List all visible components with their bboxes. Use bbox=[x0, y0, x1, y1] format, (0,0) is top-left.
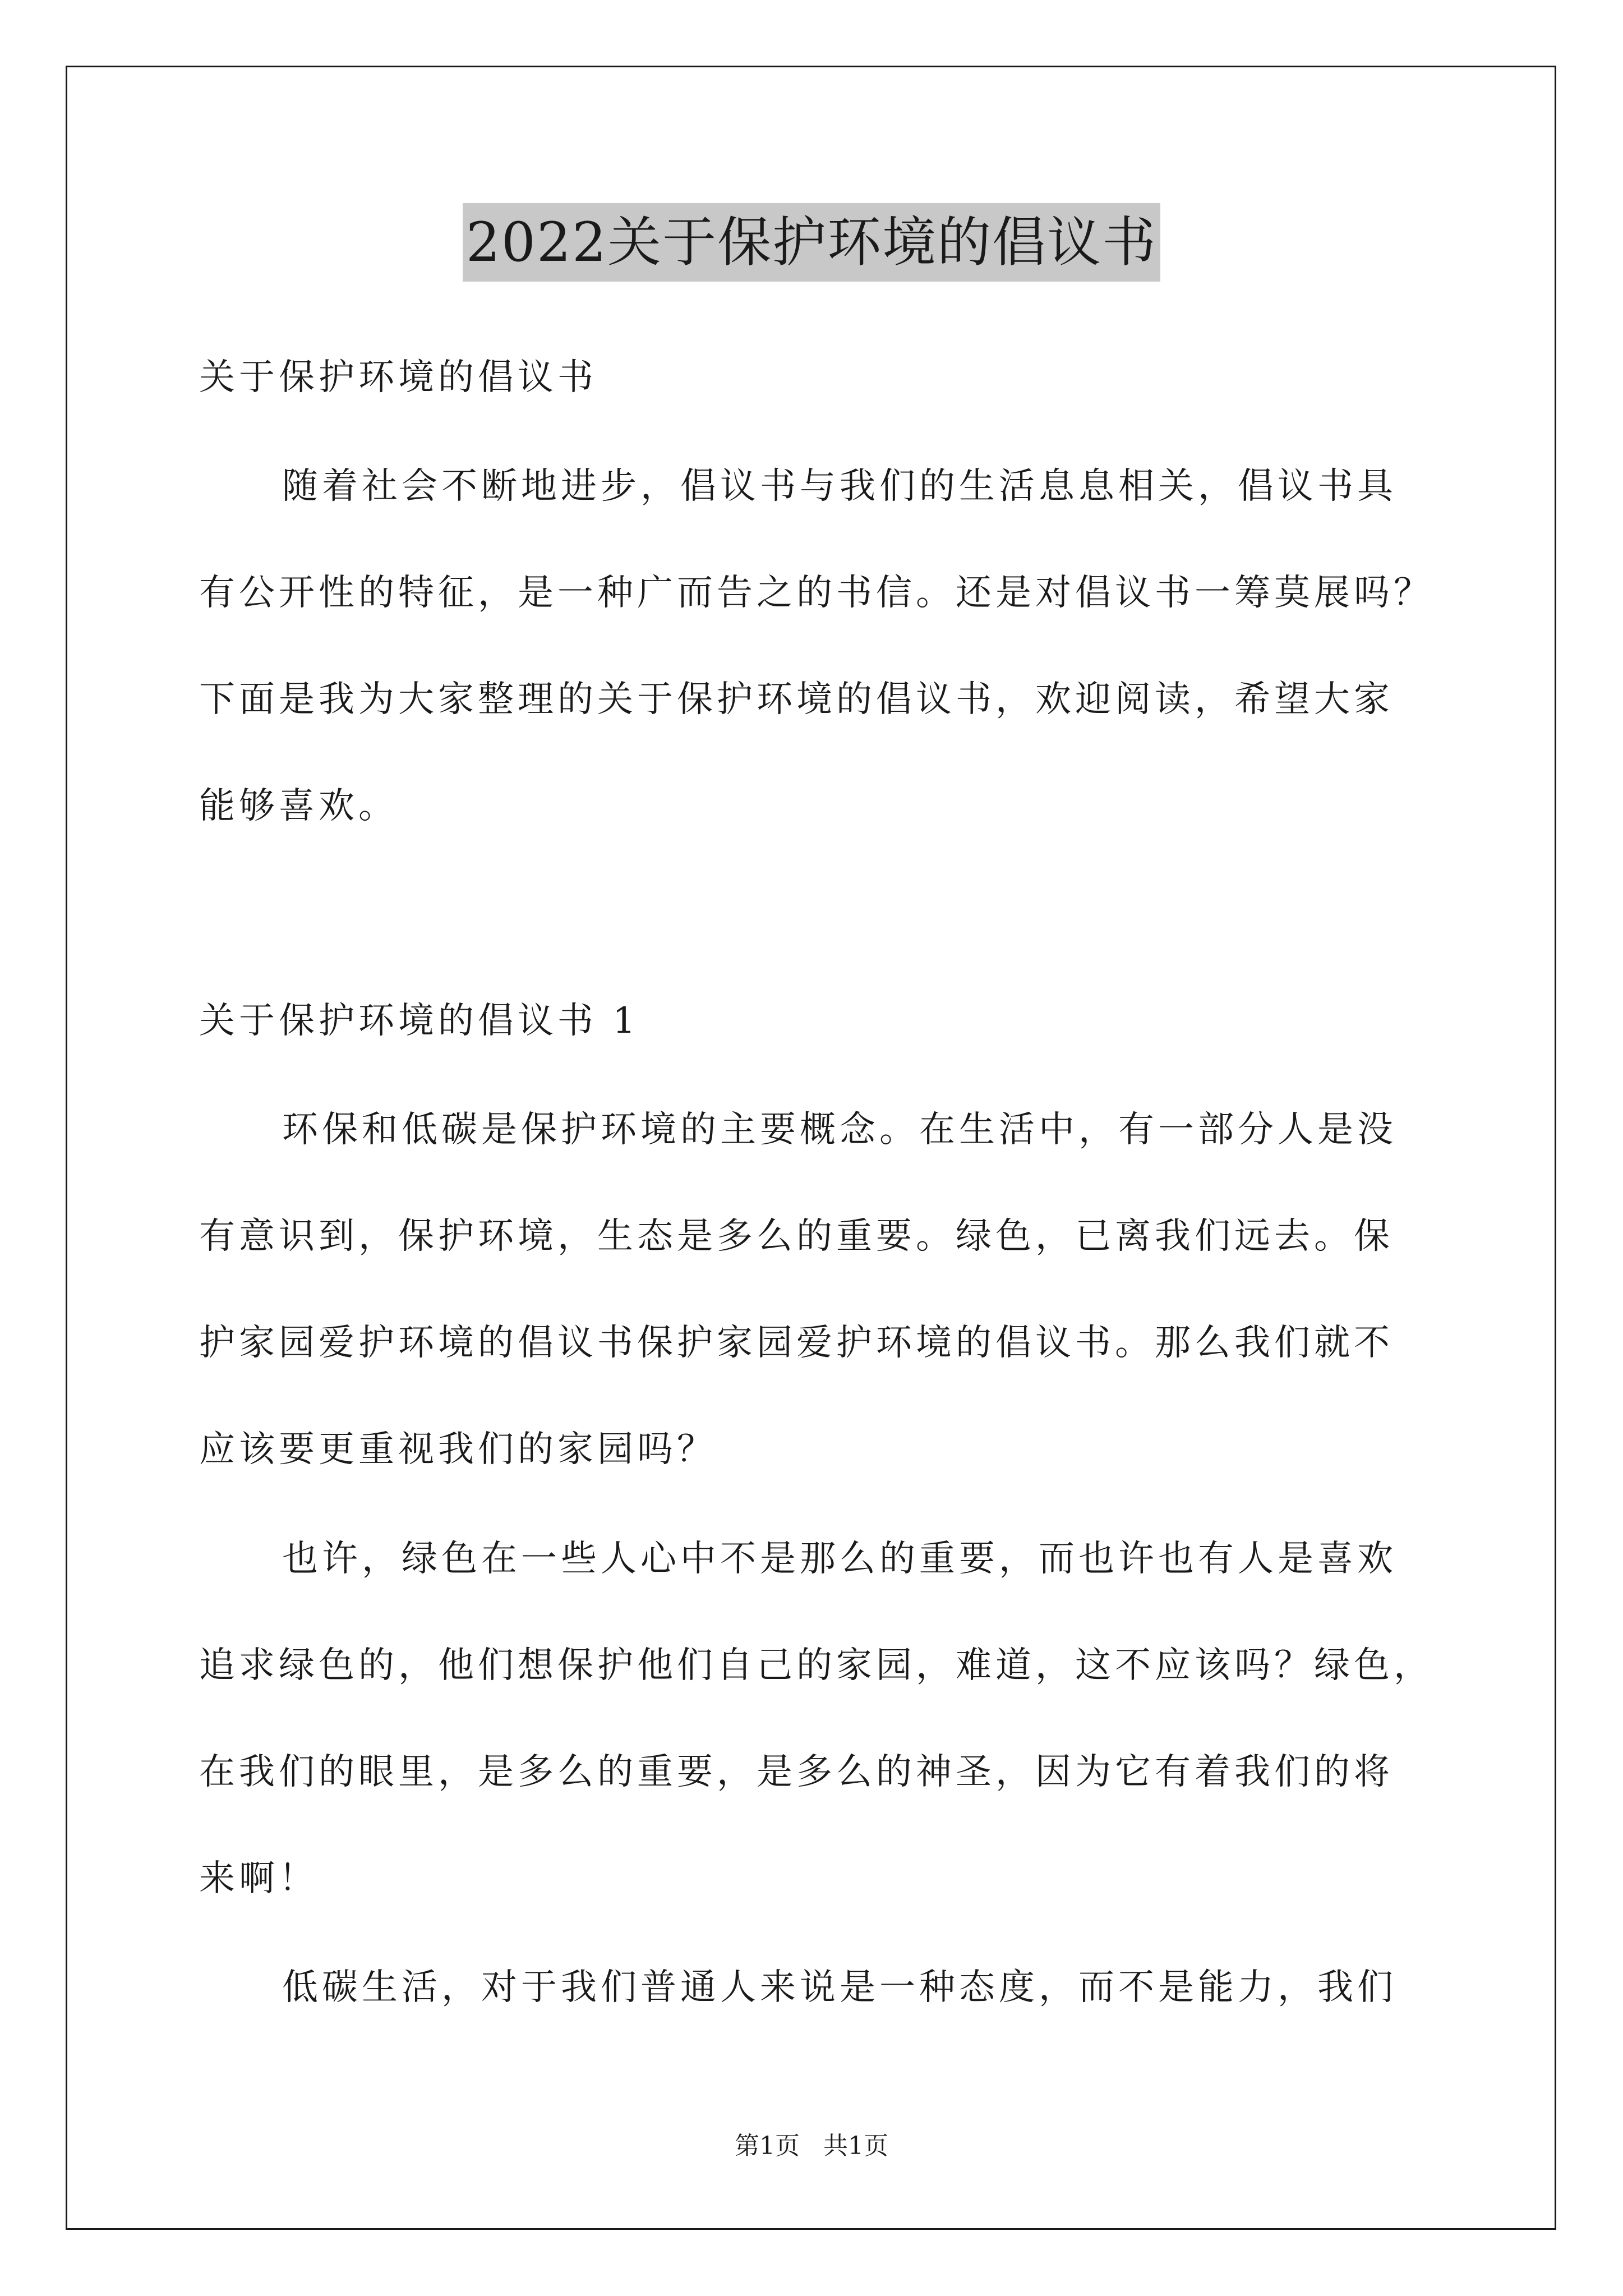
intro-line-3: 下面是我为大家整理的关于保护环境的倡议书，欢迎阅读，希望大家 bbox=[199, 679, 1394, 720]
para3-line-1: 低碳生活，对于我们普通人来说是一种态度，而不是能力，我们 bbox=[282, 1967, 1397, 2008]
para2-line-3: 在我们的眼里，是多么的重要，是多么的神圣，因为它有着我们的将 bbox=[199, 1751, 1394, 1793]
section-heading: 关于保护环境的倡议书 1 bbox=[199, 1000, 640, 1042]
subtitle: 关于保护环境的倡议书 bbox=[199, 357, 597, 398]
para2-line-1: 也许，绿色在一些人心中不是那么的重要，而也许也有人是喜欢 bbox=[282, 1538, 1397, 1580]
document-title: 2022关于保护环境的倡议书 bbox=[463, 203, 1160, 282]
intro-line-4: 能够喜欢。 bbox=[199, 785, 398, 827]
para2-line-4: 来啊！ bbox=[199, 1858, 319, 1899]
title-container bbox=[0, 203, 1623, 282]
para1-line-1: 环保和低碳是保护环境的主要概念。在生活中，有一部分人是没 bbox=[282, 1109, 1397, 1151]
para1-line-2: 有意识到，保护环境，生态是多么的重要。绿色，已离我们远去。保 bbox=[199, 1216, 1394, 1257]
page-footer bbox=[0, 2129, 1623, 2163]
para2-line-2: 追求绿色的，他们想保护他们自己的家园，难道，这不应该吗？绿色， bbox=[199, 1645, 1433, 1686]
page-number: 第1页 共1页 bbox=[735, 2132, 888, 2160]
intro-line-2: 有公开性的特征，是一种广而告之的书信。还是对倡议书一筹莫展吗？ bbox=[199, 572, 1433, 614]
intro-line-1: 随着社会不断地进步，倡议书与我们的生活息息相关，倡议书具 bbox=[282, 466, 1397, 507]
para1-line-3: 护家园爱护环境的倡议书保护家园爱护环境的倡议书。那么我们就不 bbox=[199, 1322, 1394, 1364]
para1-line-4: 应该要更重视我们的家园吗？ bbox=[199, 1429, 717, 1470]
